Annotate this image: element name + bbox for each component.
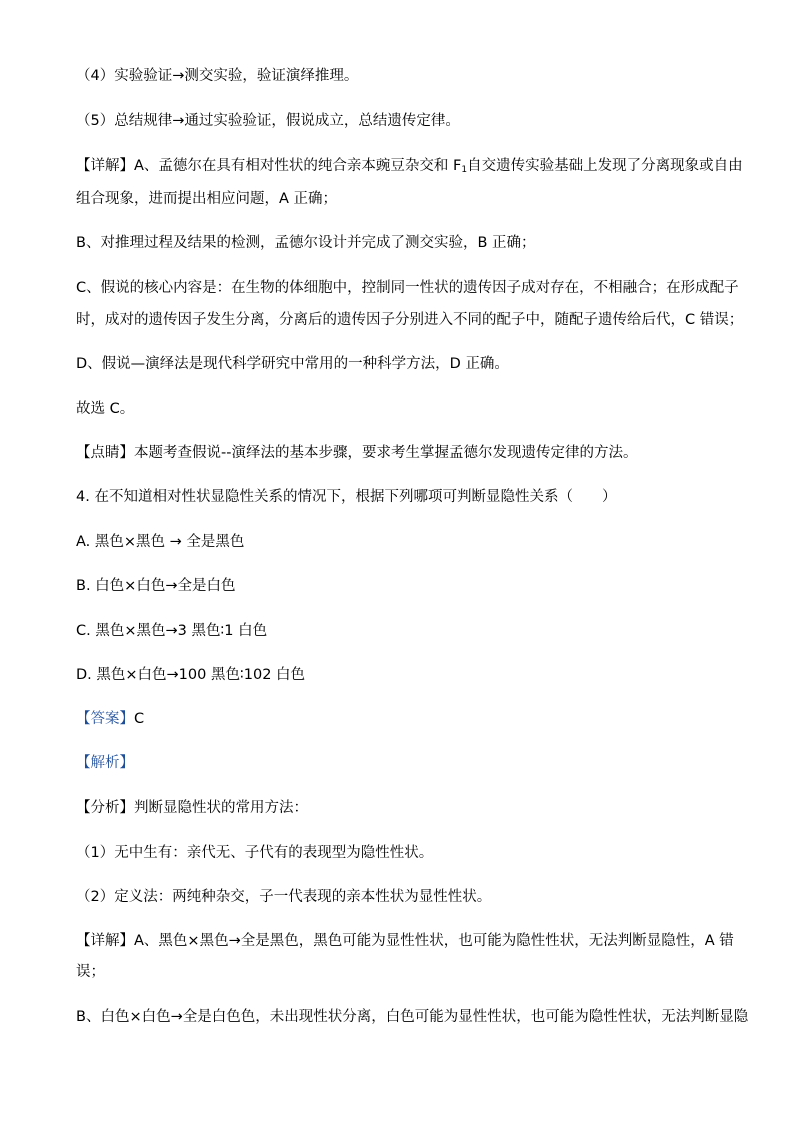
q4-detail-b-line1: B、白色×白色→全是白色色，未出现性状分离，白色可能为显性性状，也可能为隐性性状，无法判断显隐 bbox=[76, 1009, 749, 1025]
q4-stem: 4. 在不知道相对性状显隐性关系的情况下，根据下列哪项可判断显隐性关系（ ） bbox=[76, 489, 617, 505]
q3-detail-b: B、对推理过程及结果的检测，孟德尔设计并完成了测交实验，B 正确； bbox=[76, 235, 536, 251]
q3-choice: 故选 C。 bbox=[76, 401, 135, 417]
q4-detail-a-line2: 误； bbox=[76, 964, 105, 980]
q4-analysis-sublabel: 【分析】 bbox=[76, 800, 134, 816]
q3-comment-label: 【点睛】 bbox=[76, 445, 134, 461]
q3-comment bbox=[76, 443, 637, 463]
q4-answer-value: C bbox=[134, 711, 145, 727]
step-4: （4）实验验证→测交实验，验证演绎推理。 bbox=[76, 68, 359, 84]
q4-option-a: A. 黑色×黑色 → 全是黑色 bbox=[76, 534, 245, 550]
q4-method-1: （1）无中生有：亲代无、子代有的表现型为隐性性状。 bbox=[76, 845, 434, 861]
q3-detail-a-subscript: 1 bbox=[461, 165, 468, 175]
q4-analysis-label: 【解析】 bbox=[76, 755, 134, 771]
q4-option-c: C. 黑色×黑色→3 黑色∶1 白色 bbox=[76, 623, 268, 639]
q4-answer-label: 【答案】 bbox=[76, 711, 134, 727]
q4-analysis bbox=[76, 798, 308, 818]
step-5: （5）总结规律→通过实验验证，假说成立，总结遗传定律。 bbox=[76, 113, 460, 129]
q3-detail-label: 【详解】 bbox=[76, 158, 134, 174]
q4-option-b: B. 白色×白色→全是白色 bbox=[76, 578, 236, 594]
q3-detail-c-line1: C、假说的核心内容是：在生物的体细胞中，控制同一性状的遗传因子成对存在，不相融合；在形成配子 bbox=[76, 280, 739, 296]
q4-answer bbox=[76, 709, 144, 729]
q3-comment-text: 本题考查假说--演绎法的基本步骤，要求考生掌握孟德尔发现遗传定律的方法。 bbox=[134, 445, 638, 461]
q4-option-d: D. 黑色×白色→100 黑色∶102 白色 bbox=[76, 667, 306, 683]
q4-detail-label: 【详解】 bbox=[76, 933, 134, 949]
q3-detail-c-line2: 时，成对的遗传因子发生分离，分离后的遗传因子分别进入不同的配子中，随配子遗传给后代，C 错误； bbox=[76, 312, 744, 328]
q3-detail-a-line2: 组合现象，进而提出相应问题，A 正确； bbox=[76, 191, 338, 207]
q4-analysis-text: 判断显隐性状的常用方法： bbox=[134, 800, 308, 816]
q3-detail-d: D、假说—演绎法是现代科学研究中常用的一种科学方法，D 正确。 bbox=[76, 356, 509, 372]
q4-detail-a-text: A、黑色×黑色→全是黑色，黑色可能为显性性状，也可能为隐性性状，无法判断显隐性，A 错 bbox=[134, 933, 734, 949]
q3-detail-a-part1: A、孟德尔在具有相对性状的纯合亲本豌豆杂交和 F bbox=[134, 158, 462, 174]
q4-detail-a-line1 bbox=[76, 931, 734, 951]
q4-method-2: （2）定义法：两纯种杂交，子一代表现的亲本性状为显性性状。 bbox=[76, 889, 492, 905]
q3-detail-a-line1 bbox=[76, 156, 743, 180]
q3-detail-a-part2: 自交遗传实验基础上发现了分离现象或自由 bbox=[467, 158, 743, 174]
